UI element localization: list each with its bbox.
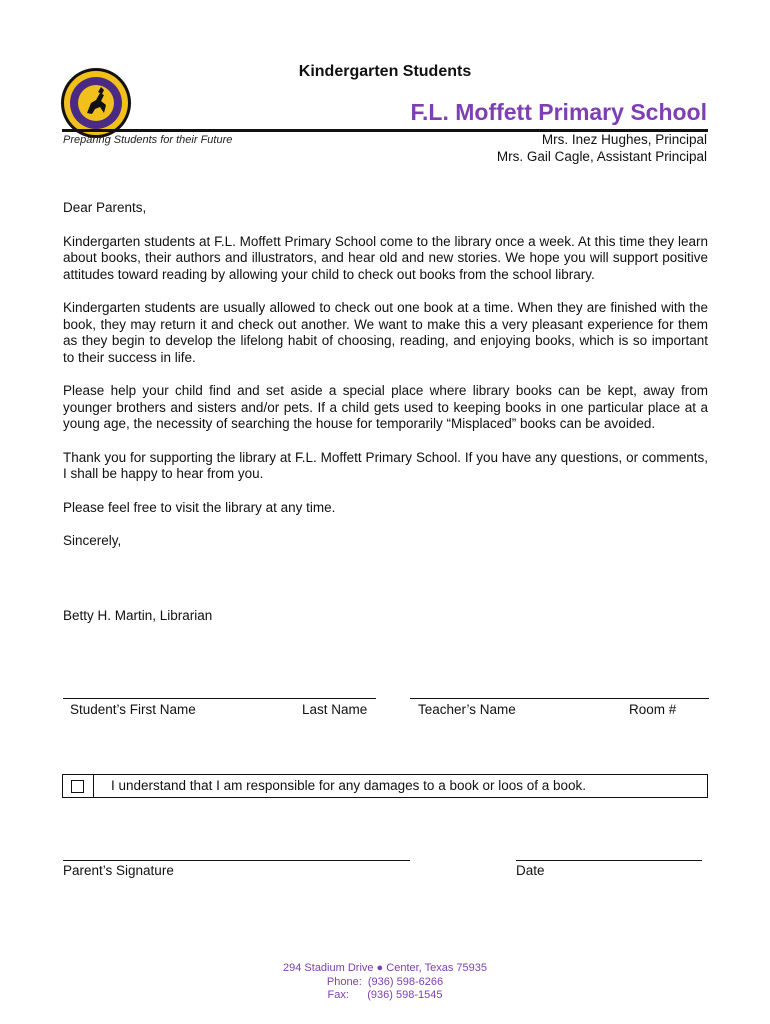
assistant-principal-name: Mrs. Gail Cagle, Assistant Principal bbox=[496, 148, 707, 164]
letter-paragraph: Kindergarten students at F.L. Moffett Primary School come to the library once a week. At this time they learn about books, their authors and illustrators, and hear old and new stories. We hope you will support positive attitudes toward reading by allowing your child to check out books from the school library. bbox=[63, 233, 708, 282]
school-name: F.L. Moffett Primary School bbox=[410, 99, 707, 125]
date-label: Date bbox=[516, 863, 545, 878]
letter-paragraph: Please feel free to visit the library at any time. bbox=[63, 499, 336, 515]
letter-signer: Betty H. Martin, Librarian bbox=[63, 608, 213, 623]
date-line[interactable] bbox=[516, 860, 702, 861]
room-label: Room # bbox=[629, 702, 677, 717]
school-contact-footer bbox=[0, 962, 770, 1003]
parent-signature-line[interactable] bbox=[63, 860, 410, 861]
parent-signature-label: Parent’s Signature bbox=[63, 863, 174, 878]
acknowledgement-text: I understand that I am responsible for any damages to a book or loos of a book. bbox=[111, 778, 587, 793]
letter-body bbox=[63, 200, 708, 550]
letter-paragraph: Thank you for supporting the library at F.L. Moffett Primary School. If you have any questions, or comments, I shall be happy to hear from you. bbox=[63, 449, 708, 481]
document-title: Kindergarten Students bbox=[298, 63, 472, 80]
staff-list bbox=[497, 132, 707, 165]
teacher-room-line[interactable] bbox=[410, 698, 709, 699]
acknowledgement-checkbox[interactable] bbox=[71, 780, 84, 793]
student-first-name-label: Student’s First Name bbox=[70, 702, 196, 717]
acknowledgement-divider bbox=[93, 775, 94, 797]
letter-greeting: Dear Parents, bbox=[63, 200, 147, 215]
letter-paragraph: Kindergarten students are usually allowed to check out one book at a time. When they are finished with the book, they may return it and check out another. We want to make this a very pleasant experience for them as they begin to develop the lifelong habit of choosing, reading, and enjoying books, which is so important to their success in life. bbox=[63, 300, 708, 365]
footer-address: 294 Stadium Drive ● Center, Texas 75935 bbox=[283, 962, 487, 974]
principal-name: Mrs. Inez Hughes, Principal bbox=[541, 132, 707, 147]
school-tagline: Preparing Students for their Future bbox=[63, 134, 233, 146]
footer-phone: Phone: (936) 598-6266 bbox=[326, 975, 444, 988]
last-name-label: Last Name bbox=[302, 702, 368, 717]
student-name-line[interactable] bbox=[63, 698, 376, 699]
acknowledgement-box bbox=[62, 774, 708, 798]
letter-closing: Sincerely, bbox=[63, 533, 122, 548]
teacher-name-label: Teacher’s Name bbox=[418, 702, 516, 717]
footer-fax: Fax: (936) 598-1545 bbox=[327, 989, 443, 1001]
letter-paragraph: Please help your child find and set aside a special place where library books can be kept, away from younger brothers and sisters and/or pets. If a child gets used to keeping books in one particular place at a young age, the necessity of searching the house for temporarily “Misplaced” books can be avoided. bbox=[63, 383, 708, 431]
